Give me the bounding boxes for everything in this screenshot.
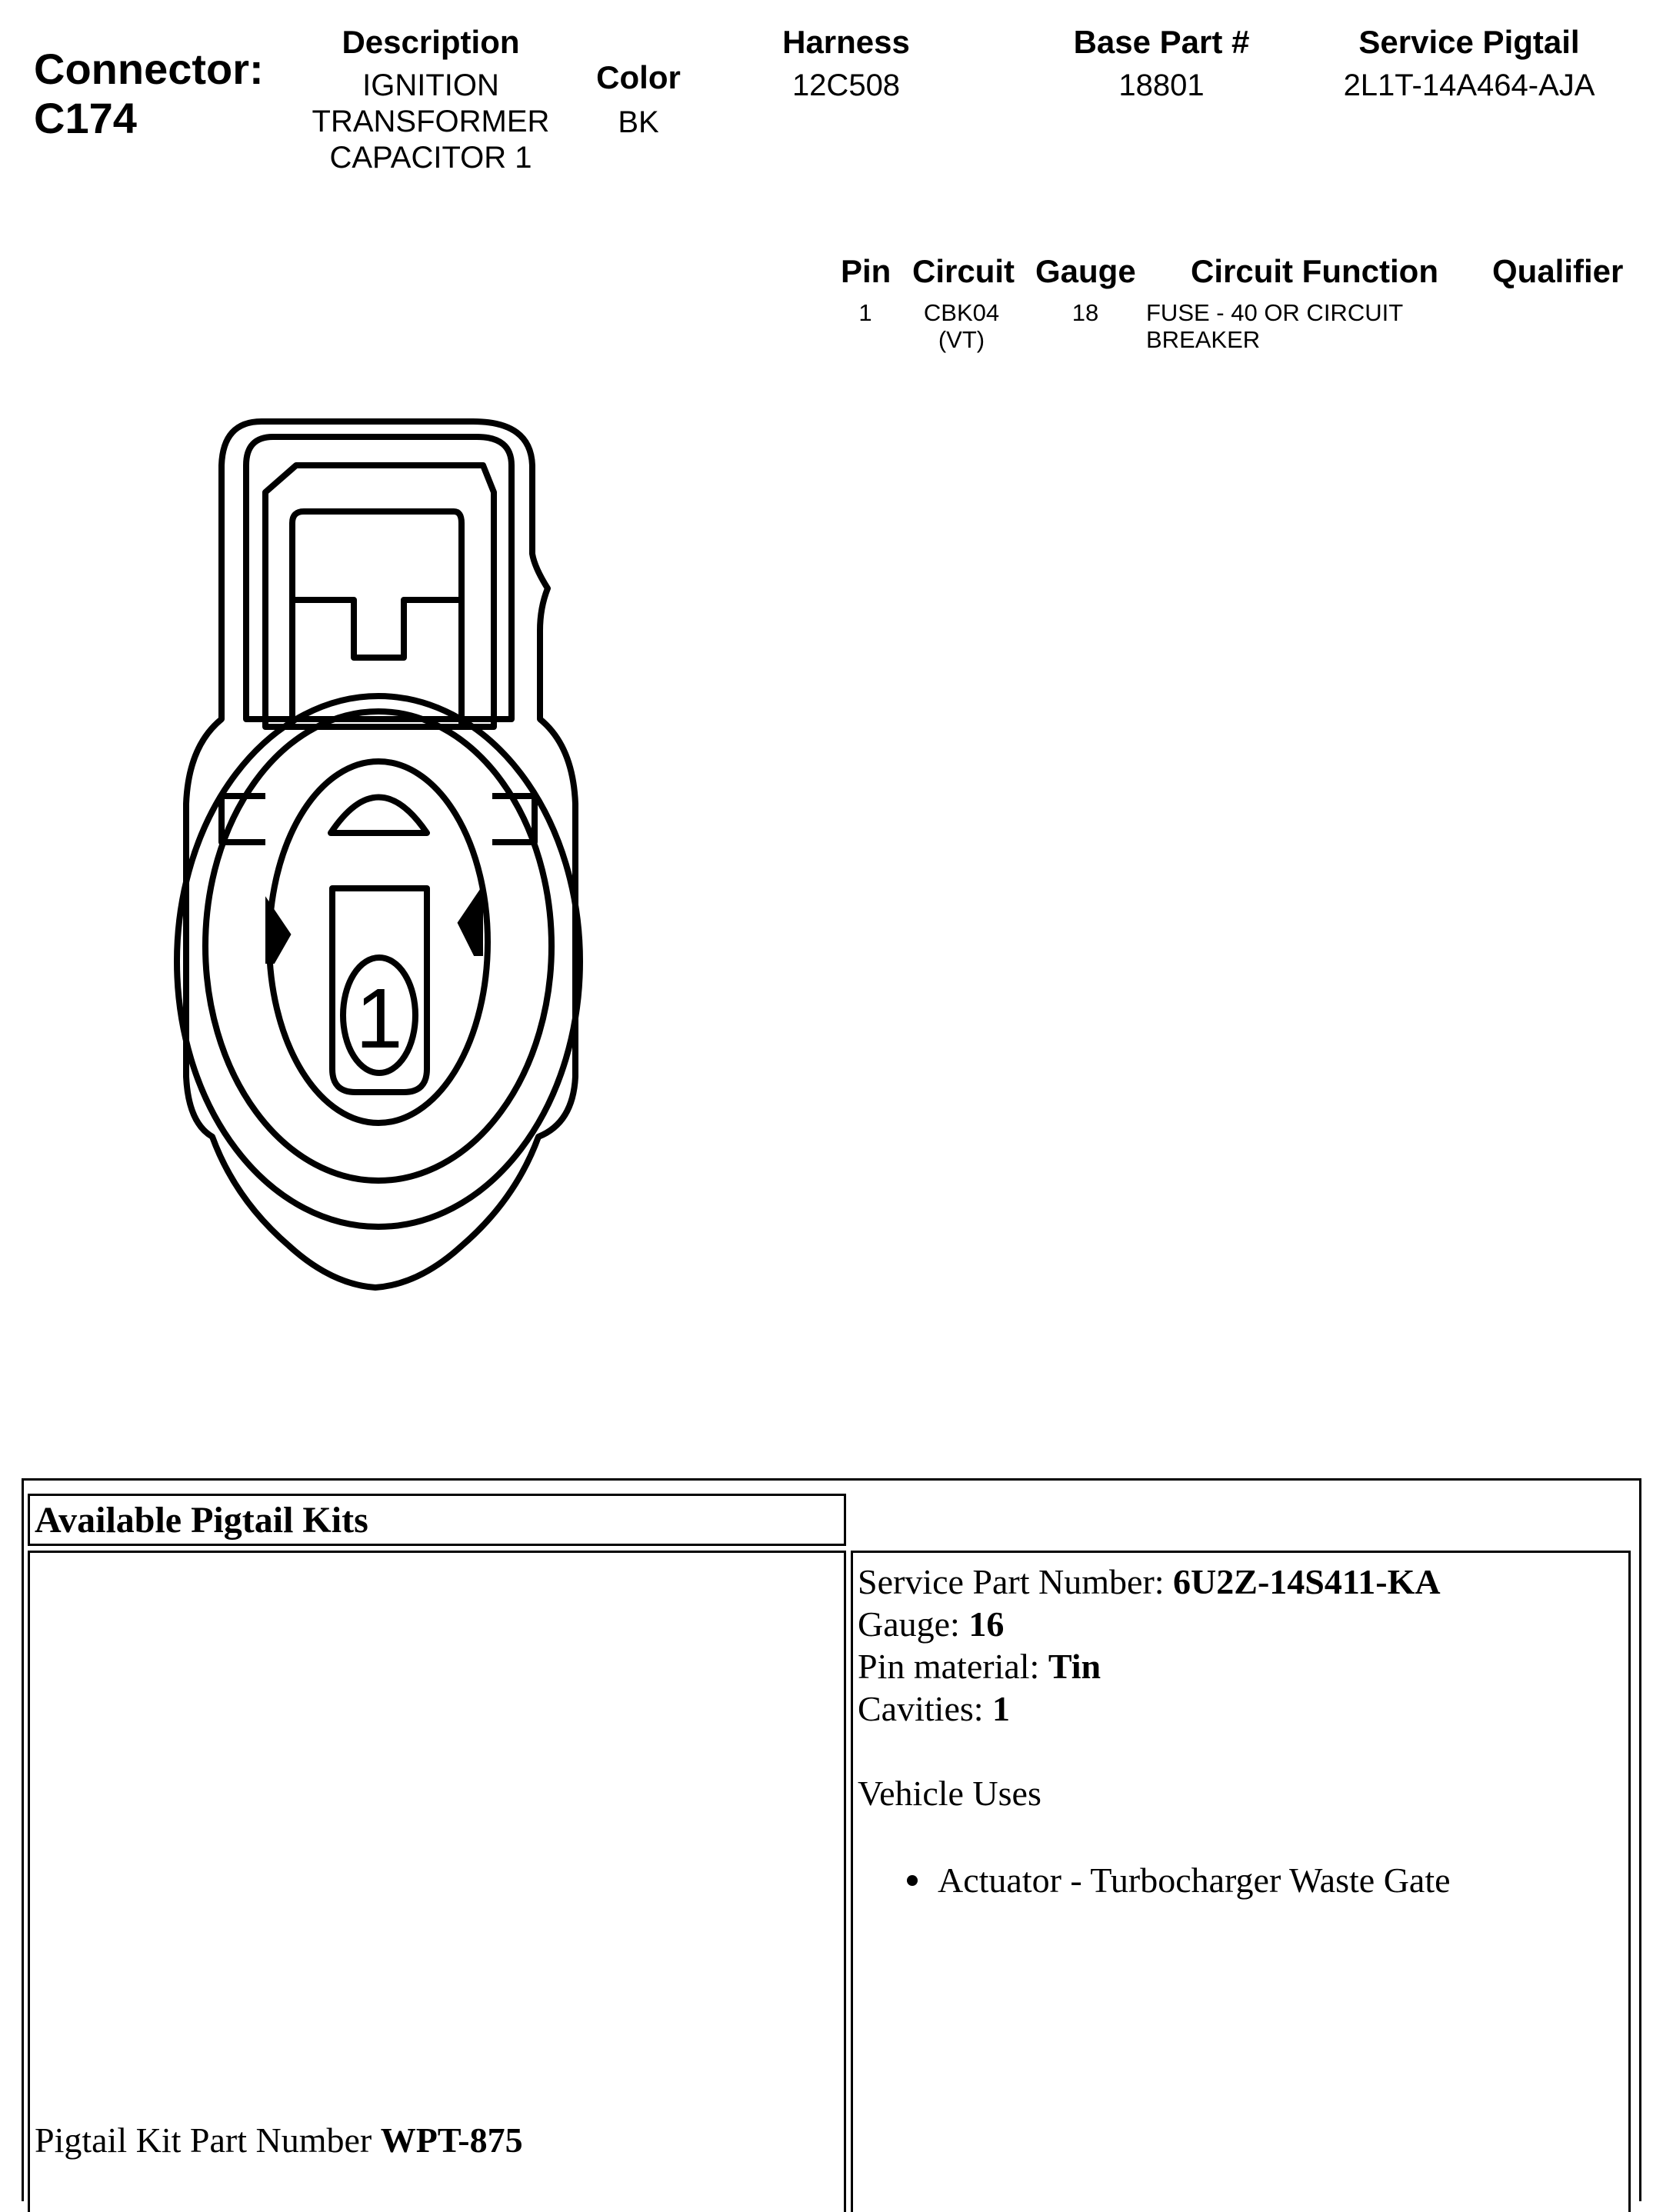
circuit-function-value bbox=[1146, 299, 1485, 353]
kit-gauge-value: 16 bbox=[968, 1604, 1005, 1644]
harness-header: Harness bbox=[782, 24, 910, 60]
bullet-icon bbox=[907, 1875, 918, 1886]
color-value: BK bbox=[618, 105, 659, 139]
circuit-function-header: Circuit Function bbox=[1191, 253, 1438, 289]
pigtail-title-cell bbox=[28, 1494, 846, 1546]
service-pigtail-value: 2L1T-14A464-AJA bbox=[1343, 68, 1595, 102]
vehicle-use: Actuator - Turbocharger Waste Gate bbox=[938, 1861, 1451, 1900]
pin-material bbox=[858, 1645, 1101, 1687]
pigtail-title: Available Pigtail Kits bbox=[35, 1500, 368, 1541]
pin-number: 1 bbox=[858, 299, 872, 326]
pigtail-image-cell bbox=[28, 1551, 846, 2212]
qualifier-header: Qualifier bbox=[1492, 253, 1624, 289]
connector-id: C174 bbox=[34, 94, 137, 142]
gauge-value: 18 bbox=[1071, 299, 1099, 326]
circuit-header: Circuit bbox=[912, 253, 1015, 289]
service-part-value: 6U2Z-14S411-KA bbox=[1173, 1562, 1441, 1601]
base-part-header: Base Part # bbox=[1073, 24, 1250, 60]
cavities bbox=[858, 1687, 1010, 1730]
circuit-value bbox=[900, 299, 1023, 353]
pigtail-details-cell bbox=[851, 1551, 1631, 2212]
pin-material-value: Tin bbox=[1048, 1647, 1101, 1686]
service-pigtail-header: Service Pigtail bbox=[1358, 24, 1580, 60]
description-line: CAPACITOR 1 bbox=[329, 141, 532, 175]
kit-part-value: WPT-875 bbox=[380, 2120, 523, 2160]
kit-part-label: Pigtail Kit Part Number bbox=[35, 2120, 381, 2160]
base-part-value: 18801 bbox=[1118, 68, 1205, 102]
description-header: Description bbox=[342, 24, 520, 60]
pin-material-label: Pin material: bbox=[858, 1647, 1048, 1686]
vehicle-uses-heading: Vehicle Uses bbox=[858, 1774, 1041, 1813]
gauge-header: Gauge bbox=[1035, 253, 1136, 289]
connector-label: Connector: bbox=[34, 45, 264, 93]
kit-gauge bbox=[858, 1603, 1004, 1645]
terminal-oval-core bbox=[269, 761, 488, 1123]
terminal-oval-outer bbox=[177, 696, 580, 1227]
pin-header: Pin bbox=[841, 253, 891, 289]
lock-tab-left bbox=[268, 904, 288, 961]
circuit-line: CBK04 bbox=[923, 299, 1000, 326]
description-line: TRANSFORMER bbox=[312, 105, 550, 138]
terminal-oval-inner bbox=[205, 711, 552, 1181]
pin-1-label: 1 bbox=[355, 971, 403, 1066]
kit-gauge-label: Gauge: bbox=[858, 1604, 969, 1644]
cavities-label: Cavities: bbox=[858, 1689, 993, 1728]
cavities-value: 1 bbox=[992, 1689, 1011, 1728]
pigtail-kit-part bbox=[35, 2119, 523, 2161]
hood-inner-outline bbox=[246, 437, 512, 719]
latch-tab bbox=[292, 600, 462, 658]
lock-tab-right bbox=[460, 892, 481, 954]
service-part-label: Service Part Number: bbox=[858, 1562, 1174, 1601]
harness-value: 12C508 bbox=[792, 68, 901, 102]
color-header: Color bbox=[596, 59, 681, 95]
description-line: IGNITION bbox=[362, 68, 499, 102]
circuit-function-line: BREAKER bbox=[1146, 326, 1261, 353]
polarization-dome bbox=[331, 798, 427, 834]
service-part-number bbox=[858, 1561, 1441, 1603]
circuit-function-line: FUSE - 40 OR CIRCUIT bbox=[1146, 299, 1404, 326]
list-item bbox=[907, 1859, 1451, 1901]
connector-face-diagram bbox=[0, 0, 615, 1323]
circuit-line: (VT) bbox=[938, 326, 985, 353]
